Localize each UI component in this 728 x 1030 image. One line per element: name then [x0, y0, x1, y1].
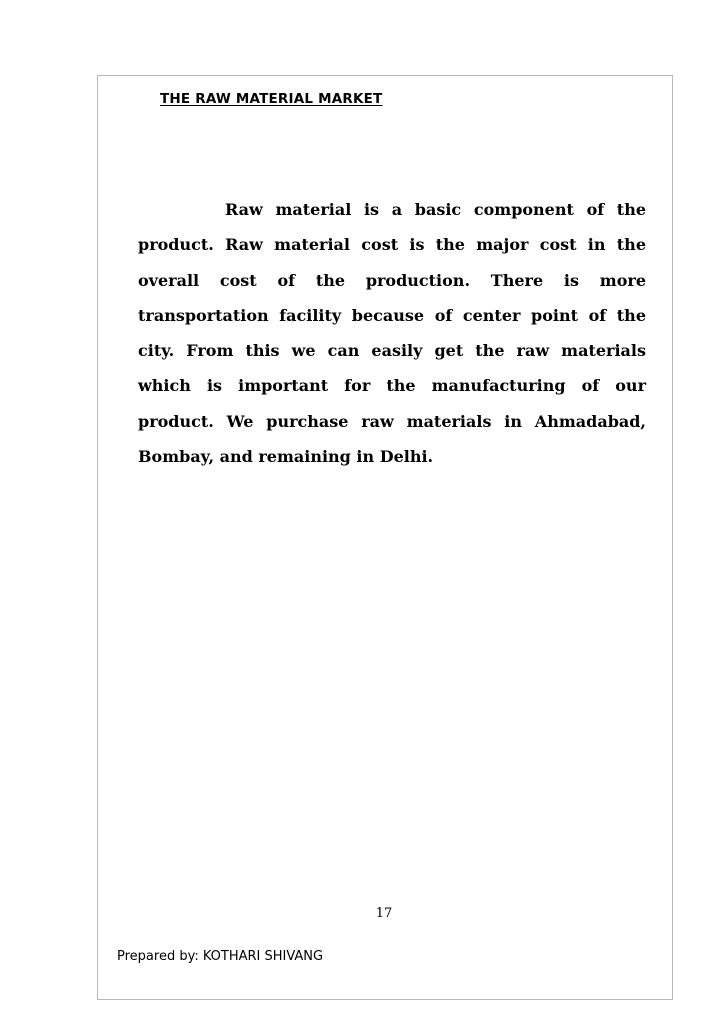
- body-paragraph: Raw material is a basic component of the product. Raw material cost is the major cost in the overall cost of the production. There is more transportation facility because of center point of the city. From this we can easily get the raw materials which is important for the manufacturing of our product. We purchase raw materials in Ahmadabad, Bombay, and remaining in Delhi.: [138, 200, 646, 467]
- page-number: 17: [375, 906, 393, 921]
- footer-author: Prepared by: KOTHARI SHIVANG: [117, 949, 324, 964]
- section-heading: THE RAW MATERIAL MARKET: [160, 91, 383, 107]
